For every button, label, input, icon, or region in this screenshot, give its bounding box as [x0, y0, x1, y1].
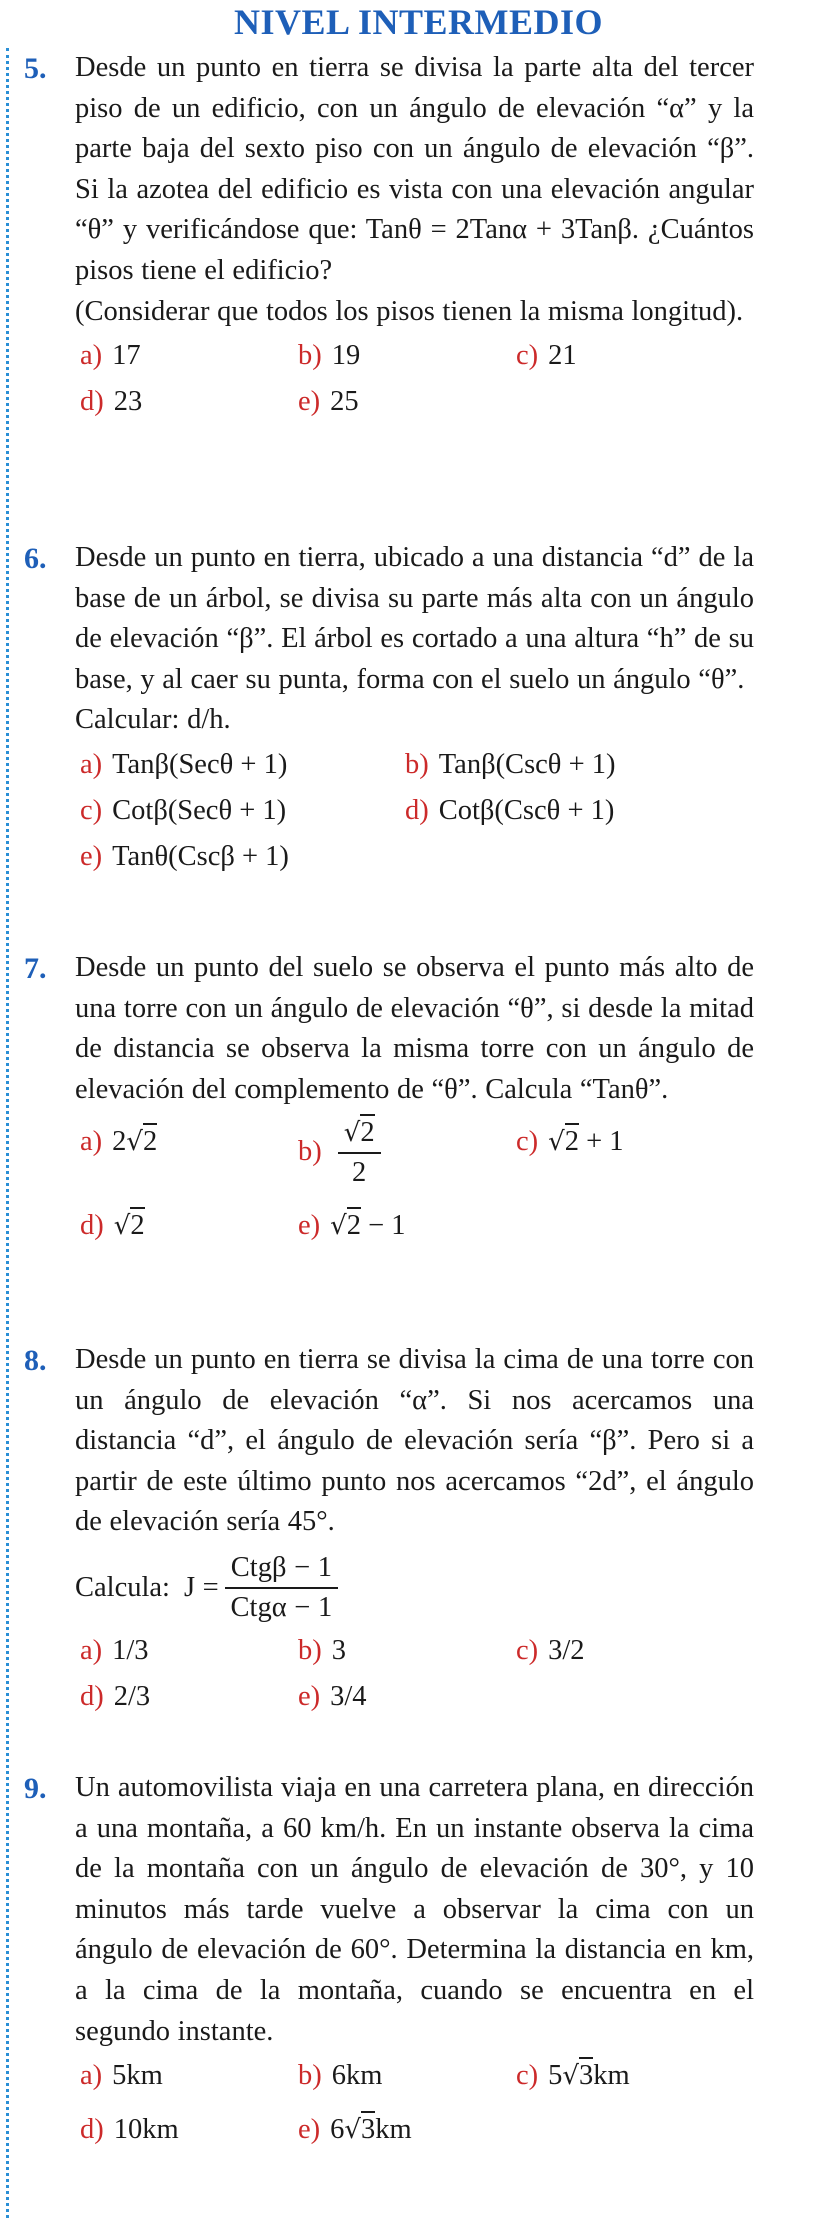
option-value: 25 — [330, 386, 359, 418]
radicand: 2 — [143, 1123, 157, 1157]
options — [80, 336, 754, 428]
option-letter: e) — [298, 1680, 321, 1712]
option-letter: a) — [80, 2060, 103, 2092]
radical-icon: √ — [126, 1127, 143, 1158]
option-letter: a) — [80, 748, 103, 780]
option-letter: b) — [298, 1634, 322, 1666]
option-value: 21 — [548, 340, 577, 372]
option-b[interactable] — [298, 2056, 382, 2096]
formula-fraction — [225, 1549, 338, 1627]
option-e[interactable] — [298, 382, 359, 422]
radicand: 2 — [130, 1207, 144, 1241]
option-a[interactable] — [80, 1631, 149, 1671]
sqrt-expression — [126, 1122, 157, 1162]
fraction-denominator: Ctgα − 1 — [230, 1591, 333, 1623]
options — [80, 2056, 754, 2156]
option-value: 3 — [331, 1634, 346, 1666]
option-d[interactable] — [80, 1677, 150, 1717]
option-value: 5km — [112, 2060, 163, 2092]
fraction-denominator: 2 — [352, 1157, 367, 1189]
option-letter: c) — [516, 1634, 539, 1666]
problem-statement: Desde un punto en tierra se divisa la parte alta del tercer piso de un edificio, con un ángulo de elevación “α” y la parte baja del sexto piso con un ángulo de elevación “β”. Si la azotea del edificio es vista con una elevación angular “θ” y verificándose que: Tanθ = 2Tanα + 3Tanβ. ¿Cuántos pisos tiene el edificio? — [75, 52, 754, 286]
problem-7 — [24, 948, 754, 1266]
radicand: 3 — [361, 2111, 375, 2145]
radicand: 2 — [565, 1123, 579, 1157]
fraction — [338, 1114, 381, 1192]
option-d[interactable] — [80, 2110, 179, 2150]
option-c[interactable] — [80, 791, 286, 831]
option-value: 3/2 — [548, 1634, 585, 1666]
option-letter: d) — [80, 386, 104, 418]
option-letter: b) — [298, 2060, 322, 2092]
problem-statement: Desde un punto en tierra se divisa la cima de una torre con un ángulo de elevación “α”. Si nos acercamos una distancia “d”, el ángulo de elevación sería “β”. Pero si a partir de este último punto nos acercamos “2d”, el ángulo de elevación sería 45°. — [75, 1344, 754, 1538]
option-b[interactable] — [298, 1631, 346, 1671]
option-b[interactable] — [405, 745, 616, 785]
option-value: 10km — [113, 2114, 179, 2146]
problem-text — [75, 948, 754, 1110]
option-d[interactable] — [80, 382, 142, 422]
problem-statement: Desde un punto en tierra, ubicado a una distancia “d” de la base de un árbol, se divisa su parte más alta con un ángulo de elevación “β”. El árbol es cortado a una altura “h” de su base, y al caer su punta, forma con el suelo un ángulo “θ”. — [75, 542, 754, 695]
option-b[interactable] — [298, 1114, 387, 1192]
problem-number: 7. — [24, 952, 47, 985]
problem-9 — [24, 1768, 754, 2156]
option-letter: c) — [80, 794, 103, 826]
options — [80, 745, 754, 883]
option-value: Tanβ(Cscθ + 1) — [438, 748, 616, 780]
radical-icon: √ — [562, 2061, 579, 2092]
problem-number: 9. — [24, 1772, 47, 1805]
option-coefficient: 2 — [112, 1126, 127, 1158]
formula-line — [75, 1549, 754, 1627]
sqrt-expression — [330, 1206, 361, 1246]
option-letter: e) — [298, 1210, 321, 1242]
option-letter: a) — [80, 1634, 103, 1666]
option-letter: c) — [516, 2060, 539, 2092]
option-b[interactable] — [298, 336, 360, 376]
option-coefficient: 6 — [330, 2114, 345, 2146]
problem-5 — [24, 48, 754, 428]
radical-icon: √ — [344, 2115, 361, 2146]
problem-text — [75, 1768, 754, 2052]
option-value: 3/4 — [330, 1680, 367, 1712]
option-e[interactable] — [298, 1206, 406, 1246]
option-value: 23 — [113, 386, 143, 418]
radical-icon: √ — [343, 1118, 361, 1149]
option-letter: e) — [80, 840, 103, 872]
option-a[interactable] — [80, 745, 287, 785]
option-c[interactable] — [516, 2056, 630, 2096]
option-c[interactable] — [516, 1122, 624, 1162]
option-letter: b) — [298, 1135, 322, 1167]
option-letter: a) — [80, 1126, 103, 1158]
radical-icon: √ — [330, 1211, 347, 1242]
option-value: Cotβ(Secθ + 1) — [112, 794, 287, 826]
sqrt-expression — [344, 1114, 375, 1152]
problem-text — [75, 538, 754, 741]
option-e[interactable] — [298, 2110, 412, 2150]
sqrt-expression — [562, 2056, 593, 2096]
option-letter: b) — [405, 748, 429, 780]
option-letter: d) — [80, 1680, 104, 1712]
option-tail: − 1 — [360, 1210, 406, 1242]
problem-question: Calcular: d/h. — [75, 704, 231, 736]
option-value: Tanθ(Cscβ + 1) — [112, 840, 289, 872]
option-value: Cotβ(Cscθ + 1) — [438, 794, 615, 826]
radical-icon: √ — [113, 1211, 131, 1242]
problem-text — [75, 1340, 754, 1627]
option-c[interactable] — [516, 1631, 585, 1671]
option-letter: e) — [298, 2114, 321, 2146]
option-value: 1/3 — [112, 1634, 149, 1666]
option-letter: c) — [516, 1126, 539, 1158]
radical-icon: √ — [548, 1127, 565, 1158]
problem-text — [75, 48, 754, 332]
problem-note: (Considerar que todos los pisos tienen la misma longitud). — [75, 295, 744, 327]
option-e[interactable] — [298, 1677, 367, 1717]
option-a[interactable] — [80, 2056, 163, 2096]
problem-number: 6. — [24, 542, 47, 575]
radicand: 2 — [347, 1207, 361, 1241]
options — [80, 1114, 754, 1266]
option-letter: d) — [80, 1210, 104, 1242]
option-value: 2/3 — [113, 1680, 151, 1712]
options — [80, 1631, 754, 1723]
option-letter: a) — [80, 340, 103, 372]
formula-label: Calcula: — [75, 1571, 170, 1603]
option-letter: c) — [516, 340, 539, 372]
option-value: 6km — [331, 2060, 383, 2092]
problem-6 — [24, 538, 754, 883]
problem-8 — [24, 1340, 754, 1723]
dotted-margin-line — [6, 48, 9, 2218]
option-c[interactable] — [516, 336, 577, 376]
option-e[interactable] — [80, 837, 289, 877]
option-letter: e) — [298, 386, 321, 418]
option-a[interactable] — [80, 1122, 157, 1162]
problem-number: 5. — [24, 52, 47, 85]
fraction-numerator — [338, 1114, 381, 1154]
problem-number: 8. — [24, 1344, 47, 1377]
problem-statement: Un automovilista viaja en una carretera plana, en dirección a una montaña, a 60 km/h. En un instante observa la cima de la montaña con un ángulo de elevación de 30°, y 10 minutos más tarde vuelve a observar la cima con un ángulo de elevación de 60°. Determina la distancia en km, a la cima de la montaña, cuando se encuentra en el segundo instante. — [75, 1772, 754, 2047]
option-letter: d) — [80, 2114, 104, 2146]
option-a[interactable] — [80, 336, 141, 376]
option-tail: km — [593, 2060, 630, 2092]
sqrt-expression — [344, 2110, 375, 2150]
option-tail: + 1 — [578, 1126, 624, 1158]
option-value: Tanβ(Secθ + 1) — [112, 748, 288, 780]
option-letter: d) — [405, 794, 429, 826]
option-d[interactable] — [80, 1206, 145, 1246]
option-value: 19 — [331, 340, 361, 372]
fraction-numerator: Ctgβ − 1 — [225, 1549, 338, 1589]
sqrt-expression — [114, 1206, 145, 1246]
option-coefficient: 5 — [548, 2060, 563, 2092]
radicand: 3 — [579, 2057, 593, 2091]
formula-variable: J = — [183, 1571, 219, 1603]
option-letter: b) — [298, 340, 322, 372]
sqrt-expression — [548, 1122, 579, 1162]
option-d[interactable] — [405, 791, 614, 831]
radicand: 2 — [360, 1114, 374, 1148]
option-tail: km — [375, 2114, 412, 2146]
option-value: 17 — [112, 340, 141, 372]
problem-statement: Desde un punto del suelo se observa el punto más alto de una torre con un ángulo de elevación “θ”, si desde la mitad de distancia se observa la misma torre con un ángulo de elevación del complemento de “θ”. Calcula “Tanθ”. — [75, 952, 754, 1105]
section-heading: NIVEL INTERMEDIO — [233, 2, 604, 42]
